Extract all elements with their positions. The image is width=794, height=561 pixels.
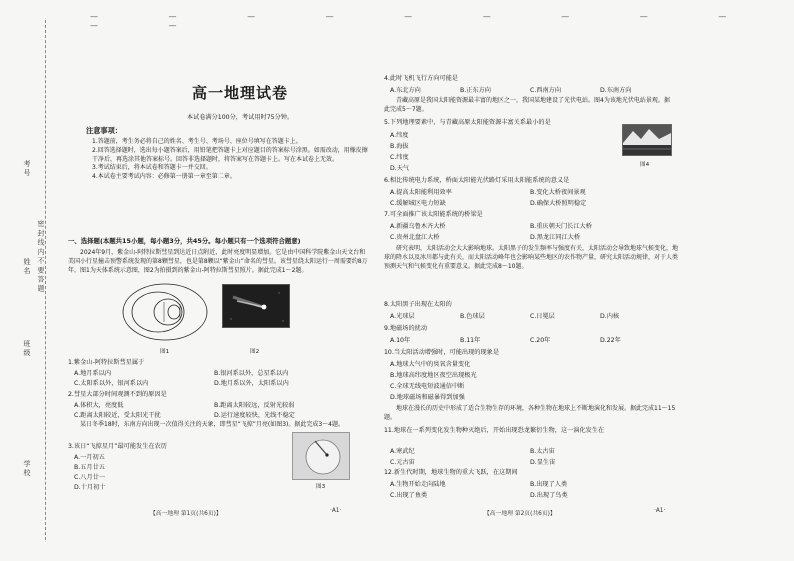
binding-strip	[0, 0, 62, 561]
question-4: 4.此时飞机飞行方向可能是	[384, 75, 458, 82]
q11-option-b: B.太古宙	[530, 448, 555, 455]
q12-option-b: B.出现了人类	[530, 481, 568, 488]
footer-left-code: ·A1·	[330, 508, 342, 514]
figure-4-label: 图4	[640, 162, 650, 168]
figure-3-comet-moon	[292, 432, 350, 480]
q7-option-a: A.新疆乌鲁木齐大桥	[390, 223, 446, 230]
q5-option-b: B.海拔	[390, 143, 409, 150]
q1-option-a: A.地月系以内	[74, 370, 112, 377]
notes-list	[92, 138, 372, 182]
q10-option-d: D.地球磁场和磁暴得到加强	[390, 394, 465, 401]
notes-heading: 注意事项：	[86, 126, 122, 135]
question-11: 11.地球在一系列变化发生物种灭绝后，开始出现恐龙繁衍生物，这一演化发生在	[384, 427, 605, 434]
q11-option-c: C.元古宙	[390, 459, 415, 466]
q9-option-a: A.10年	[390, 337, 411, 344]
exam-subtitle: 本试卷满分100分，考试用时75分钟。	[186, 114, 294, 121]
q8-option-a: A.光球层	[390, 313, 415, 320]
q1-option-d: D.地月系以外，太阳系以内	[214, 380, 289, 387]
seat-label: 考号	[23, 160, 31, 178]
q8-option-c: C.日冕层	[530, 313, 555, 320]
q6-option-d: D.确保大桥照明稳定	[530, 200, 587, 207]
passage-3: 青藏高原是我国太阳能资源最丰富的地区之一，我国某地建设了光伏电站。图4为该地光伏电站景观。据此完成5～7题。	[384, 97, 670, 113]
q12-option-d: D.出现了鸟类	[530, 492, 568, 499]
class-label: 班级	[23, 340, 31, 358]
q3-option-d: D.十月初十	[74, 484, 106, 491]
q2-option-c: C.距离太阳较近，受太阳光干扰	[74, 412, 161, 419]
question-10: 10.当太阳活动增强时，可能出现的现象是	[384, 349, 500, 356]
note-item: 3.考试结束后，将本试卷和答题卡一并交回。	[92, 164, 212, 172]
passage-4: 研究表明，太阳活动会大大影响地球。太阳黑子的发生频率与强度有关，太阳活动会导致地球气候变化，地球的降水以及冰川都与此有关，而太阳活动峰年也会影响某些地区的农作物产量，研究太阳活动规律，对于人类预测天气和气候变化有重要意义。据此完成8～10题。	[384, 245, 679, 270]
q11-option-d: D.显生宙	[530, 459, 556, 466]
q2-option-b: B.距离太阳较远，反射光较弱	[214, 402, 295, 409]
section-a-heading: 一、选择题(本题共15小题，每小题3分，共45分。每小题只有一个选项符合题意)	[68, 237, 301, 245]
figure-2-comet-photo	[222, 284, 290, 328]
figure-1-label: 图1	[160, 349, 170, 355]
q1-option-b: B.银河系以外，总星系以内	[214, 370, 289, 377]
q3-option-c: C.八月廿一	[74, 474, 106, 481]
q7-option-d: D.黑龙江同江大桥	[530, 234, 581, 241]
note-item: 2.回答选择题时，选出每小题答案后，用铅笔把答题卡上对应题目的答案标号涂黑。如需改动，用橡皮擦干净后，再选涂其他答案标号。回答非选择题时，将答案写在答题卡上。写在本试卷上无效。	[92, 146, 368, 163]
q1-option-c: C.太阳系以外，银河系以内	[74, 380, 149, 387]
question-8: 8.太阳黑子出现在太阳的	[384, 301, 452, 308]
q4-option-d: D.东南方向	[600, 87, 632, 94]
q12-option-a: A.生物开始走向陆地	[390, 481, 446, 488]
q3-option-b: B.五月廿五	[74, 464, 105, 471]
footer-right: 【高一地理 第2页(共6页)】	[484, 511, 556, 517]
q2-option-d: D.运行速度较快，光线不稳定	[214, 412, 295, 419]
footer-left: 【高一地理 第1页(共6页)】	[150, 511, 222, 517]
exam-title: 高一地理试卷	[191, 84, 288, 102]
top-marks-left: — — — — — — — — — — —	[90, 12, 761, 30]
question-5: 5.下列地理要素中，与青藏高原太阳能资源丰富关系最小的是	[384, 119, 551, 126]
q2-option-a: A.体积大，亮度低	[74, 402, 124, 409]
note-item: 4.本试卷主要考试内容：必修第一册第一章至第二章。	[92, 173, 236, 181]
q10-option-b: B.地球高纬度地区夜空出现极光	[390, 372, 477, 379]
seal-warning: 密 封 线 内 不 要 答 题	[37, 220, 45, 292]
question-6: 6.相比传统电力系统，桥面太阳能光伏路灯采用太阳能系统的意义是	[384, 177, 570, 184]
q7-option-b: B.重庆朝天门长江大桥	[530, 223, 592, 230]
name-label: 姓名	[23, 258, 31, 276]
q3-option-a: A.一月初五	[74, 454, 105, 461]
question-3: 3.该日“飞掠星月”最可能发生在农历	[68, 443, 167, 450]
figure-1-celestial-systems	[120, 282, 210, 344]
q8-option-b: B.色球层	[460, 313, 485, 320]
figure-4-solar-station	[622, 124, 672, 156]
q7-option-c: C.贵州北盘江大桥	[390, 234, 440, 241]
question-7: 7.可全面推广该太阳能系统的桥梁是	[384, 211, 483, 218]
q4-option-c: C.西南方向	[530, 87, 562, 94]
q11-option-a: A.寒武纪	[390, 448, 415, 455]
figure-2-label: 图2	[250, 349, 260, 355]
question-9: 9.地磁场的扰动	[384, 325, 428, 332]
figure-3-label: 图3	[316, 484, 326, 490]
q9-option-c: C.20年	[530, 337, 551, 344]
footer-right-code: ·A1·	[654, 508, 666, 514]
q6-option-a: A.提高太阳能利用效率	[390, 189, 452, 196]
q8-option-d: D.内核	[600, 313, 620, 320]
q10-option-a: A.地球大气中的臭氧含量变化	[390, 361, 471, 368]
q9-option-d: D.22年	[600, 337, 621, 344]
question-2: 2.彗星大部分时间观测不到的原因是	[68, 391, 167, 398]
question-1: 1.紫金山-阿特拉斯彗星属于	[68, 359, 145, 366]
q6-option-c: C.缓解城区电力短缺	[390, 200, 446, 207]
passage-1: 2024年9月，紫金山-阿特拉斯彗星到达近日点附近，此时亮度明显增加。它是由中国科学院紫金山天文台和美国小行星撞击预警系统发现的第8颗彗星，也是第8颗以“紫金山”命名的彗星。该彗星绕太阳运行一周需要约8万年，图1为天体系统示意图，图2为拍摄到的紫金山-阿特拉斯彗星照片。据此完成1～2题。	[68, 249, 368, 274]
note-item: 1.答题前，考生务必将自己的姓名、考生号、考场号、座位号填写在答题卡上。	[92, 138, 302, 145]
question-12: 12.新生代时期，地球生物的重大飞跃，在这期间	[384, 469, 518, 476]
q12-option-c: C.出现了鱼类	[390, 492, 428, 499]
passage-5: 地球在漫长的历史中形成了适合生物生存的环境，各种生物在地球上不断地演化和发展。据此完成11～15题。	[384, 405, 676, 421]
q10-option-c: C.全球无线电短波通信中断	[390, 383, 465, 390]
q6-option-b: B.变化大桥夜间景观	[530, 189, 586, 196]
q4-option-a: A.东北方向	[390, 87, 421, 94]
passage-2: 某日冬季18时，东南方向出现一次值得关注的天象，即彗星“飞掠”月亮(如图3)。据此完成3～4题。	[80, 421, 344, 428]
q4-option-b: B.正东方向	[460, 87, 491, 94]
q5-option-d: D.天气	[390, 165, 410, 172]
q5-option-c: C.纬度	[390, 154, 409, 161]
q9-option-b: B.11年	[460, 337, 481, 344]
q5-option-a: A.纬度	[390, 132, 409, 139]
school-label: 学校	[23, 460, 31, 478]
